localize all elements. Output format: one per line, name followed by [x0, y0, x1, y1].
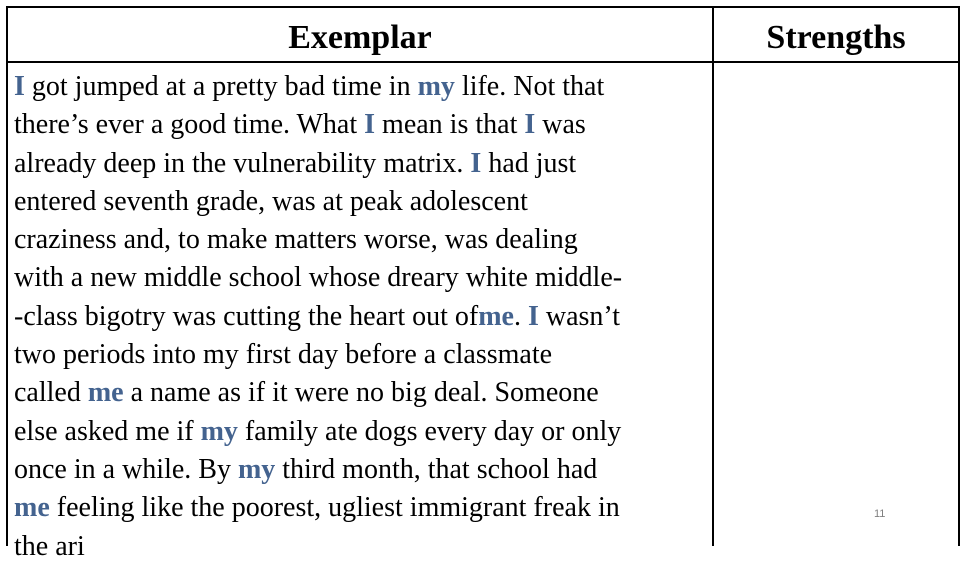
text-line [14, 528, 714, 566]
text-line [14, 68, 714, 106]
text-segment: feeling like the poorest, ugliest immigrant freak in [49, 492, 620, 524]
text-segment: with a new middle school whose dreary white middle- [14, 262, 623, 294]
text-segment: family ate dogs every day or only [237, 415, 622, 447]
highlighted-pronoun: I [527, 300, 539, 332]
text-segment: wasn’t [538, 300, 621, 332]
text-segment: was [535, 109, 586, 141]
text-line [14, 336, 714, 374]
text-line [14, 145, 714, 183]
text-line [14, 489, 714, 527]
table-header-divider [6, 61, 960, 63]
highlighted-pronoun: my [237, 453, 276, 485]
highlighted-pronoun: me [478, 300, 514, 332]
highlighted-pronoun: my [200, 415, 238, 447]
text-segment: life. Not that [454, 71, 605, 102]
text-segment: craziness and, to make matters worse, was dealing [14, 224, 578, 256]
text-segment: entered seventh grade, was at peak adolescent [14, 185, 528, 217]
text-line [14, 451, 714, 489]
highlighted-pronoun: me [87, 377, 124, 409]
text-segment: got jumped at a pretty bad time in [24, 71, 418, 102]
exemplar-strengths-table [6, 6, 960, 562]
text-segment: -class bigotry was cutting the heart out of [14, 300, 479, 332]
text-segment: once in a while. By [14, 453, 238, 485]
text-line [14, 374, 714, 412]
text-line [14, 183, 714, 221]
text-segment: mean is that [375, 109, 525, 141]
text-segment: there’s ever a good time. What [14, 109, 365, 141]
text-segment: the ari [14, 530, 85, 562]
highlighted-pronoun: me [14, 492, 50, 524]
text-segment: two periods into my first day before a classmate [14, 339, 553, 371]
text-line [14, 106, 714, 144]
text-segment: else asked me if [14, 415, 201, 447]
highlighted-pronoun: I [364, 109, 376, 141]
highlighted-pronoun: I [524, 109, 536, 141]
highlighted-pronoun: I [470, 147, 482, 179]
text-line [14, 298, 714, 336]
highlighted-pronoun: my [417, 71, 455, 102]
text-line [14, 221, 714, 259]
text-segment: third month, that school had [275, 453, 598, 485]
strengths-header: Strengths [766, 18, 906, 56]
highlighted-pronoun: I [14, 71, 25, 102]
table-left-border [6, 6, 8, 546]
exemplar-header: Exemplar [288, 18, 432, 56]
text-segment: already deep in the vulnerability matrix. [14, 147, 471, 179]
text-line [14, 413, 714, 451]
table-top-border [6, 6, 960, 8]
text-segment: had just [481, 147, 577, 179]
text-segment: a name as if it were no big deal. Someone [123, 377, 599, 409]
text-segment: called [14, 377, 88, 409]
exemplar-text-cell [14, 68, 714, 566]
text-segment: . [513, 300, 528, 332]
page-number: 11 [874, 508, 886, 520]
text-line [14, 259, 714, 297]
